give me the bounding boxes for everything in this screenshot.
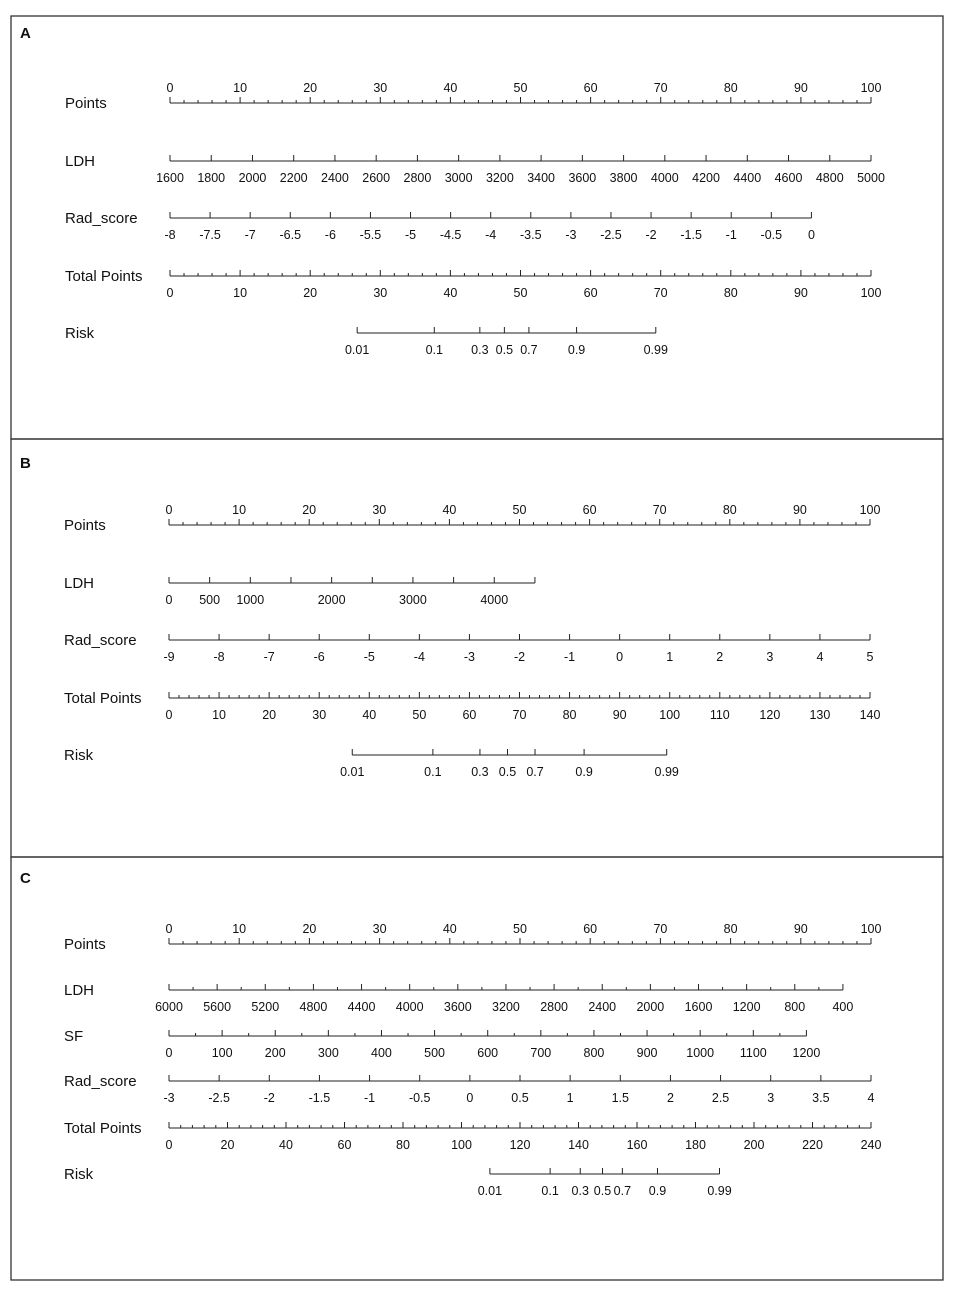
panel-c-risk-tick-label: 0.5 [593,1184,612,1198]
panel-b-rad-score-tick-label: -4 [413,650,425,664]
panel-c-rad-score-tick-label: -3 [163,1091,175,1105]
panel-a-rad-score-tick-label: -7.5 [199,228,221,242]
panel-a-risk-row [65,325,668,357]
panel-a-points-tick-label: 100 [860,81,882,95]
panel-a-risk-tick-label: 0.3 [471,343,489,357]
panel-a-rad-score-tick-label: -4.5 [439,228,462,242]
panel-c-total-points-tick-label: 0 [165,1138,173,1152]
panel-b-total-points-tick-label: 0 [165,708,173,722]
panel-c-points-tick-label: 0 [165,922,173,936]
panel-c-risk-tick-label: 0.7 [613,1184,632,1198]
panel-a-total-points-tick-label: 20 [303,286,318,300]
panel-c-points-tick-label: 20 [302,922,317,936]
panel-c-points-tick-label: 60 [583,922,598,936]
panel-c-sf-tick-label: 600 [477,1046,499,1060]
panel-c-sf-tick-label: 900 [636,1046,658,1060]
panel-a-ldh-tick-label: 4600 [774,171,803,185]
panel-c-sf-tick-label: 200 [264,1046,286,1060]
panel-a-ldh-tick-label: 2800 [403,171,432,185]
panel-a-points-row [65,81,881,112]
panel-a-rad-score-label: Rad_score [65,210,138,227]
panel-a-ldh-tick-label: 3800 [609,171,638,185]
panel-c-total-points-tick-label: 40 [279,1138,293,1152]
panel-a-rad-score-tick-label: -7 [244,228,256,242]
panel-a-total-points-tick-label: 30 [373,286,388,300]
panel-a-total-points-label: Total Points [65,268,143,285]
panel-c-rad-score-tick-label: 2.5 [711,1091,730,1105]
panel-a-risk-tick-label: 0.99 [643,343,668,357]
panel-c-points-tick-label: 70 [653,922,668,936]
panel-b-risk-tick-label: 0.3 [471,765,489,779]
panel-a-rad-score-tick-label: -3.5 [520,228,542,242]
panel-c-risk-tick-label: 0.1 [541,1184,559,1198]
panel-a-rad-score-tick-label: -6 [324,228,336,242]
panel-b-ldh-tick-label: 500 [199,593,221,607]
panel-c-ldh-tick-label: 5200 [251,1000,280,1014]
panel-c-total-points-tick-label: 200 [743,1138,765,1152]
panel-c [11,857,943,1280]
panel-a-total-points-tick-label: 10 [233,286,248,300]
panel-a-rad-score-tick-label: -1.5 [680,228,702,242]
panel-a-points-tick-label: 40 [443,81,458,95]
panel-c-sf-tick-label: 1200 [792,1046,821,1060]
panel-a-risk-label: Risk [65,325,95,342]
panel-c-ldh-tick-label: 4000 [395,1000,424,1014]
panel-b-points-tick-label: 80 [722,503,737,517]
panel-b-ldh-tick-label: 0 [165,593,173,607]
panel-b-rad-score-tick-label: 4 [816,650,824,664]
panel-c-total-points-tick-label: 240 [860,1138,882,1152]
panel-c-rad-score-tick-label: 3.5 [812,1091,830,1105]
panel-c-rad-score-tick-label: 3 [767,1091,775,1105]
panel-a-points-tick-label: 20 [303,81,318,95]
panel-a-points-tick-label: 30 [373,81,388,95]
panel-c-ldh-tick-label: 4400 [347,1000,376,1014]
panel-a-ldh-tick-label: 2600 [362,171,391,185]
panel-a-points-tick-label: 90 [793,81,808,95]
panel-c-rad-score-label: Rad_score [64,1073,137,1090]
panel-a-points-tick-label: 0 [166,81,174,95]
panel-a-ldh-tick-label: 1800 [197,171,226,185]
panel-c-sf-tick-label: 300 [317,1046,339,1060]
panel-b-risk-tick-label: 0.99 [654,765,679,779]
panel-a-risk-tick-label: 0.01 [344,343,370,357]
panel-b-points-tick-label: 60 [582,503,597,517]
panel-c-total-points-tick-label: 180 [685,1138,706,1152]
panel-b-total-points-tick-label: 30 [312,708,327,722]
panel-c-rad-score-tick-label: -2.5 [208,1091,230,1105]
panel-b-rad-score-tick-label: -1 [564,650,576,664]
panel-a-ldh-tick-label: 4400 [733,171,762,185]
panel-a-rad-score-tick-label: -5 [404,228,417,242]
panel-b-ldh-row [64,575,535,607]
panel-c-total-points-tick-label: 100 [451,1138,472,1152]
panel-a-total-points-tick-label: 0 [166,286,174,300]
panel-a-rad-score-tick-label: -2.5 [600,228,622,242]
panel-b-ldh-tick-label: 3000 [399,593,427,607]
panel-a-rad-score-tick-label: -4 [485,228,497,242]
panel-b-ldh-tick-label: 4000 [480,593,509,607]
panel-a-total-points-tick-label: 70 [653,286,668,300]
panel-c-risk-tick-label: 0.01 [477,1184,503,1198]
panel-c-sf-tick-label: 0 [165,1046,173,1060]
panel-c-letter: C [20,870,31,887]
panel-b-rad-score-tick-label: -2 [513,650,526,664]
panel-c-sf-tick-label: 1100 [739,1046,767,1060]
panel-a-rad-score-tick-label: 0 [807,228,815,242]
panel-b-risk-tick-label: 0.01 [340,765,365,779]
panels-layer [11,16,943,1280]
panel-a-risk-tick-label: 0.7 [520,343,538,357]
panel-b-total-points-tick-label: 100 [659,708,681,722]
panel-c-ldh-tick-label: 5600 [203,1000,232,1014]
panel-a-ldh-tick-label: 5000 [857,171,885,185]
panel-c-rad-score-tick-label: 0.5 [511,1091,529,1105]
panel-b-letter: B [20,455,31,472]
panel-b-border [11,439,943,857]
panel-c-rad-score-tick-label: -1 [364,1091,376,1105]
panel-b [11,439,943,857]
panel-b-rad-score-tick-label: -3 [463,650,475,664]
panel-b-total-points-tick-label: 140 [859,708,881,722]
panel-a-total-points-row [65,268,881,300]
panel-c-ldh-tick-label: 2400 [588,1000,617,1014]
panel-b-total-points-tick-label: 50 [412,708,427,722]
panel-b-ldh-tick-label: 2000 [317,593,346,607]
panel-c-rad-score-tick-label: -1.5 [308,1091,331,1105]
panel-b-risk-tick-label: 0.1 [424,765,442,779]
panel-b-points-tick-label: 30 [372,503,387,517]
panel-b-ldh-label: LDH [64,575,95,592]
panel-a-ldh-tick-label: 3400 [527,171,556,185]
panel-b-rad-score-tick-label: -7 [263,650,275,664]
panel-c-sf-tick-label: 100 [211,1046,233,1060]
panel-c-risk-label: Risk [64,1166,94,1183]
panel-a-rad-score-tick-label: -5.5 [359,228,382,242]
panel-a-rad-score-tick-label: -2 [645,228,657,242]
panel-a-ldh-tick-label: 4200 [692,171,720,185]
panel-b-total-points-tick-label: 90 [612,708,627,722]
panel-a-points-tick-label: 10 [233,81,248,95]
panel-c-ldh-tick-label: 1200 [732,1000,761,1014]
panel-a-points-tick-label: 60 [583,81,598,95]
panel-c-sf-row [64,1028,820,1060]
panel-b-total-points-tick-label: 10 [212,708,227,722]
panel-b-points-tick-label: 50 [512,503,527,517]
panel-a-total-points-tick-label: 50 [513,286,528,300]
panel-a-ldh-tick-label: 3600 [568,171,597,185]
panel-b-points-tick-label: 10 [232,503,247,517]
panel-a-risk-tick-label: 0.9 [567,343,586,357]
panel-a-rad-score-row [65,210,815,242]
panel-b-total-points-tick-label: 20 [262,708,277,722]
panel-a-total-points-tick-label: 90 [793,286,808,300]
panel-b-points-tick-label: 0 [165,503,173,517]
panel-c-risk-tick-label: 0.3 [571,1184,589,1198]
panel-c-ldh-label: LDH [64,982,95,999]
panel-b-rad-score-tick-label: -5 [363,650,375,664]
panel-c-ldh-tick-label: 4800 [299,1000,328,1014]
panel-a-border [11,16,943,439]
panel-c-points-tick-label: 10 [232,922,247,936]
panel-c-rad-score-tick-label: 2 [666,1091,674,1105]
panel-a-letter: A [20,25,31,42]
panel-b-points-tick-label: 100 [859,503,881,517]
panel-c-rad-score-tick-label: 1 [566,1091,574,1105]
panel-a-points-tick-label: 70 [653,81,668,95]
panel-b-total-points-tick-label: 40 [362,708,377,722]
panel-c-risk-tick-label: 0.9 [648,1184,667,1198]
panel-a-ldh-tick-label: 2200 [279,171,308,185]
panel-a-risk-tick-label: 0.1 [425,343,443,357]
panel-b-rad-score-label: Rad_score [64,632,137,649]
panel-c-total-points-tick-label: 120 [509,1138,531,1152]
panel-a-points-tick-label: 80 [723,81,738,95]
panel-b-total-points-label: Total Points [64,690,142,707]
panel-a-rad-score-tick-label: -3 [565,228,577,242]
panel-a-ldh-tick-label: 3200 [485,171,514,185]
panel-b-total-points-tick-label: 110 [709,708,730,722]
panel-b-total-points-tick-label: 70 [512,708,527,722]
panel-c-points-tick-label: 80 [723,922,738,936]
panel-c-total-points-tick-label: 20 [220,1138,235,1152]
panel-b-ldh-tick-label: 1000 [236,593,265,607]
panel-c-border [11,857,943,1280]
panel-b-rad-score-tick-label: 3 [766,650,774,664]
panel-c-rad-score-tick-label: 0 [466,1091,474,1105]
panel-b-rad-score-tick-label: -8 [213,650,225,664]
panel-a-ldh-tick-label: 4000 [650,171,679,185]
panel-b-points-row [64,503,880,534]
panel-c-rad-score-row [64,1073,875,1105]
panel-a-risk-tick-label: 0.5 [495,343,514,357]
panel-c-points-tick-label: 40 [442,922,457,936]
panel-a-ldh-row [65,153,885,185]
panel-c-ldh-tick-label: 400 [832,1000,854,1014]
panel-b-total-points-tick-label: 80 [562,708,577,722]
panel-a-ldh-tick-label: 2000 [238,171,267,185]
panel-c-points-row [64,922,881,953]
panel-b-rad-score-tick-label: -6 [313,650,325,664]
panel-b-risk-row [64,747,679,779]
panel-c-points-tick-label: 50 [513,922,527,936]
panel-b-points-tick-label: 20 [302,503,317,517]
panel-c-ldh-row [64,982,853,1014]
panel-a-ldh-tick-label: 4800 [815,171,844,185]
panel-b-rad-score-tick-label: 0 [616,650,624,664]
panel-c-total-points-label: Total Points [64,1120,142,1137]
panel-b-total-points-row [64,690,880,722]
panel-c-ldh-tick-label: 6000 [155,1000,183,1014]
panel-a-rad-score-tick-label: -6.5 [279,228,302,242]
panel-b-points-tick-label: 90 [792,503,807,517]
panel-b-risk-label: Risk [64,747,94,764]
panel-c-ldh-tick-label: 800 [784,1000,806,1014]
panel-c-points-tick-label: 90 [793,922,808,936]
panel-b-risk-tick-label: 0.9 [575,765,593,779]
panel-c-sf-tick-label: 800 [583,1046,605,1060]
panel-a-ldh-tick-label: 2400 [321,171,349,185]
panel-b-total-points-tick-label: 60 [462,708,477,722]
panel-c-total-points-tick-label: 220 [802,1138,823,1152]
panel-b-rad-score-tick-label: 1 [666,650,674,664]
panel-b-total-points-tick-label: 120 [759,708,781,722]
panel-c-rad-score-tick-label: 1.5 [611,1091,629,1105]
panel-a-total-points-tick-label: 60 [583,286,598,300]
panel-a-rad-score-tick-label: -0.5 [760,228,783,242]
panel-a [11,16,943,439]
panel-b-risk-tick-label: 0.7 [526,765,544,779]
panel-a-ldh-tick-label: 3000 [444,171,473,185]
panel-c-sf-tick-label: 700 [530,1046,552,1060]
panel-c-rad-score-tick-label: 4 [867,1091,875,1105]
panel-b-rad-score-row [64,632,874,664]
panel-c-ldh-tick-label: 3600 [443,1000,472,1014]
panel-c-ldh-tick-label: 2800 [540,1000,569,1014]
panel-c-points-tick-label: 30 [372,922,387,936]
panel-a-total-points-tick-label: 80 [723,286,738,300]
panel-b-points-tick-label: 70 [652,503,667,517]
panel-c-total-points-tick-label: 160 [626,1138,648,1152]
panel-c-ldh-tick-label: 1600 [684,1000,713,1014]
panel-c-ldh-tick-label: 3200 [492,1000,520,1014]
panel-b-risk-tick-label: 0.5 [498,765,517,779]
panel-c-total-points-tick-label: 140 [568,1138,589,1152]
panel-c-total-points-tick-label: 80 [396,1138,410,1152]
panel-c-sf-tick-label: 1000 [686,1046,715,1060]
panel-a-rad-score-tick-label: -1 [725,228,737,242]
panel-a-total-points-tick-label: 40 [443,286,458,300]
panel-c-rad-score-tick-label: -0.5 [408,1091,431,1105]
panel-a-ldh-label: LDH [65,153,96,170]
panel-c-points-tick-label: 100 [860,922,882,936]
panel-c-sf-tick-label: 500 [424,1046,446,1060]
panel-a-points-label: Points [65,95,107,112]
panel-b-total-points-tick-label: 130 [809,708,831,722]
panel-c-sf-tick-label: 400 [371,1046,392,1060]
panel-b-points-tick-label: 40 [442,503,457,517]
panel-b-rad-score-tick-label: -9 [163,650,175,664]
panel-c-rad-score-tick-label: -2 [263,1091,275,1105]
panel-b-rad-score-tick-label: 5 [866,650,874,664]
panel-c-points-label: Points [64,936,106,953]
panel-c-ldh-tick-label: 2000 [636,1000,665,1014]
panel-b-rad-score-tick-label: 2 [716,650,724,664]
panel-b-points-label: Points [64,517,106,534]
panel-a-ldh-tick-label: 1600 [156,171,184,185]
panel-a-rad-score-tick-label: -8 [164,228,176,242]
panel-a-points-tick-label: 50 [513,81,528,95]
panel-c-risk-row [64,1166,732,1198]
panel-a-total-points-tick-label: 100 [860,286,882,300]
panel-c-total-points-row [64,1120,881,1152]
panel-c-sf-label: SF [64,1028,84,1045]
panel-c-total-points-tick-label: 60 [337,1138,352,1152]
panel-c-risk-tick-label: 0.99 [707,1184,732,1198]
